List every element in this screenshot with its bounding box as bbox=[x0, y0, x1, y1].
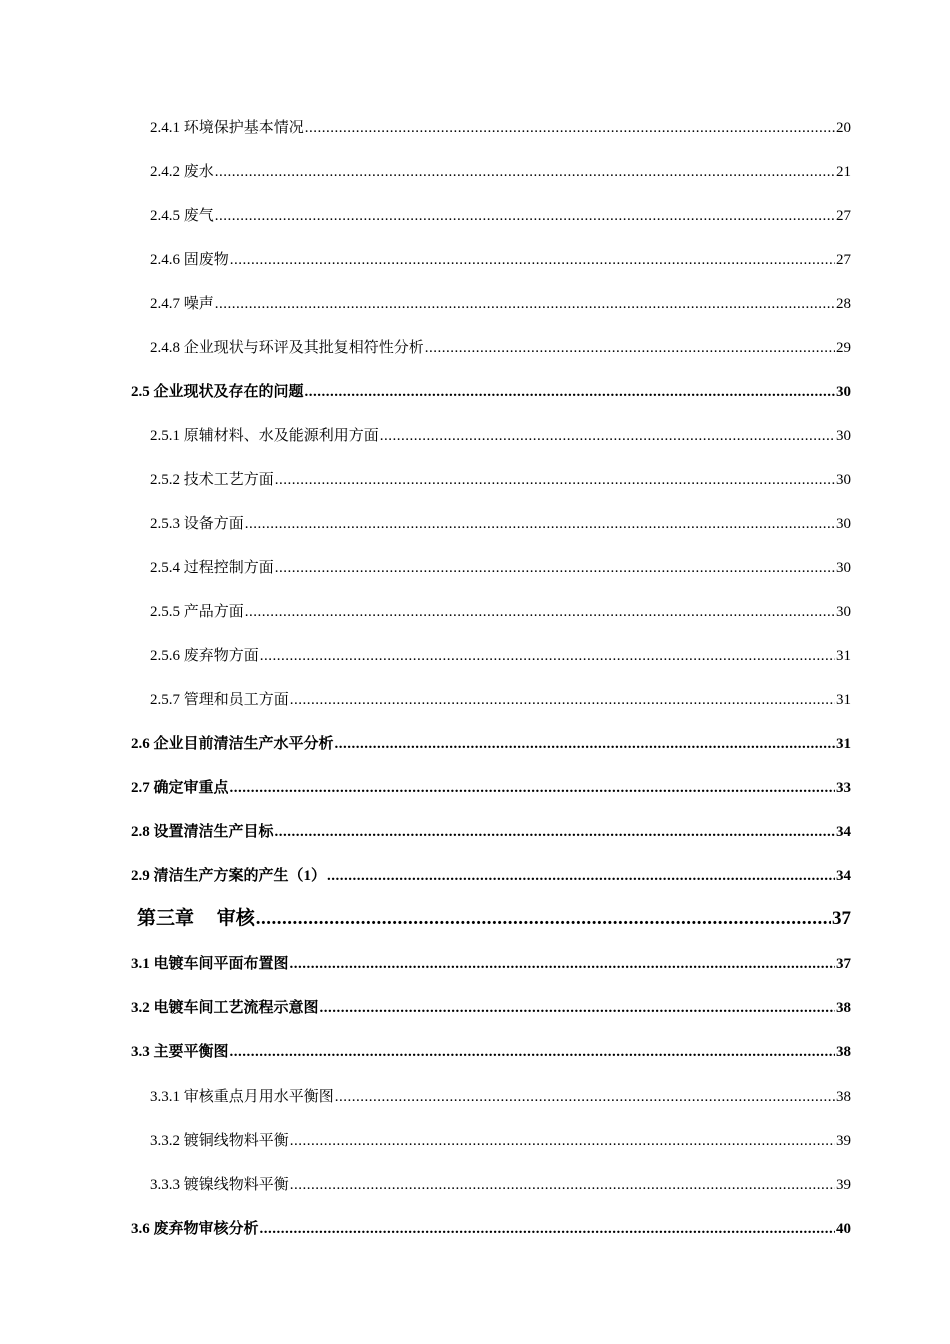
toc-entry-label: 3.3 主要平衡图 bbox=[131, 1044, 229, 1060]
dot-leader bbox=[275, 824, 835, 841]
dot-leader bbox=[215, 164, 835, 181]
toc-entry-label: 第三章 审核 bbox=[137, 908, 255, 929]
toc-entry[interactable] bbox=[150, 424, 851, 445]
dot-leader bbox=[245, 604, 835, 621]
toc-page-number: 39 bbox=[836, 1133, 851, 1149]
toc-entry-label: 3.3.3 镀镍线物料平衡 bbox=[150, 1177, 289, 1193]
dot-leader bbox=[245, 516, 835, 533]
toc-entry-label: 2.5.3 设备方面 bbox=[150, 516, 244, 532]
toc-entry-label: 2.5 企业现状及存在的问题 bbox=[131, 384, 304, 400]
toc-entry[interactable] bbox=[131, 952, 851, 973]
toc-entry-label: 2.4.5 废气 bbox=[150, 208, 214, 224]
toc-entry-label: 2.5.7 管理和员工方面 bbox=[150, 692, 289, 708]
toc-chapter-entry[interactable] bbox=[137, 903, 851, 930]
dot-leader bbox=[305, 384, 835, 401]
toc-page-number: 40 bbox=[836, 1221, 851, 1237]
toc-page-number: 30 bbox=[836, 604, 851, 620]
toc-page-number: 31 bbox=[836, 648, 851, 664]
toc-page-number: 30 bbox=[836, 516, 851, 532]
dot-leader bbox=[260, 1221, 835, 1238]
toc-page-number: 31 bbox=[836, 736, 851, 752]
toc-page-number: 38 bbox=[836, 1044, 851, 1060]
toc-entry-label: 2.4.1 环境保护基本情况 bbox=[150, 120, 304, 136]
dot-leader bbox=[215, 208, 835, 225]
toc-entry[interactable] bbox=[150, 644, 851, 665]
toc-entry-label: 3.1 电镀车间平面布置图 bbox=[131, 956, 289, 972]
toc-entry-label: 2.6 企业目前清洁生产水平分析 bbox=[131, 736, 334, 752]
toc-entry-label: 2.7 确定审重点 bbox=[131, 780, 229, 796]
dot-leader bbox=[327, 868, 835, 885]
dot-leader bbox=[215, 296, 835, 313]
toc-entry-label: 2.4.2 废水 bbox=[150, 164, 214, 180]
toc-page-number: 34 bbox=[836, 824, 851, 840]
toc-entry[interactable] bbox=[131, 380, 851, 401]
toc-entry[interactable] bbox=[150, 688, 851, 709]
dot-leader bbox=[380, 428, 835, 445]
toc-entry[interactable] bbox=[150, 292, 851, 313]
toc-entry[interactable] bbox=[131, 776, 851, 797]
toc-page-number: 37 bbox=[836, 956, 851, 972]
toc-entry[interactable] bbox=[150, 160, 851, 181]
toc-page-number: 39 bbox=[836, 1177, 851, 1193]
dot-leader bbox=[425, 340, 835, 357]
toc-entry[interactable] bbox=[150, 1173, 851, 1194]
toc-entry[interactable] bbox=[150, 336, 851, 357]
toc-entry-label: 3.2 电镀车间工艺流程示意图 bbox=[131, 1000, 319, 1016]
toc-page-number: 31 bbox=[836, 692, 851, 708]
toc-page-number: 27 bbox=[836, 208, 851, 224]
dot-leader bbox=[290, 692, 835, 709]
toc-entry[interactable] bbox=[131, 1217, 851, 1238]
dot-leader bbox=[305, 120, 835, 137]
toc-entry[interactable] bbox=[150, 248, 851, 269]
toc-page-number: 29 bbox=[836, 340, 851, 356]
toc-entry[interactable] bbox=[150, 204, 851, 225]
toc-entry[interactable] bbox=[150, 1129, 851, 1150]
dot-leader bbox=[275, 472, 835, 489]
toc-entry[interactable] bbox=[150, 600, 851, 621]
toc-page-number: 38 bbox=[836, 1000, 851, 1016]
toc-entry-label: 2.5.6 废弃物方面 bbox=[150, 648, 259, 664]
toc-page-number: 30 bbox=[836, 560, 851, 576]
toc-page-number: 38 bbox=[836, 1089, 851, 1105]
dot-leader bbox=[335, 1089, 835, 1106]
toc-page-number: 34 bbox=[836, 868, 851, 884]
toc-entry-label: 2.5.2 技术工艺方面 bbox=[150, 472, 274, 488]
toc-entry-label: 2.5.4 过程控制方面 bbox=[150, 560, 274, 576]
toc-entry[interactable] bbox=[150, 468, 851, 489]
toc-page-number: 27 bbox=[836, 252, 851, 268]
toc-entry[interactable] bbox=[150, 512, 851, 533]
dot-leader bbox=[256, 908, 831, 930]
toc-entry[interactable] bbox=[150, 1085, 851, 1106]
toc-page-number: 30 bbox=[836, 472, 851, 488]
toc-entry-label: 3.3.2 镀铜线物料平衡 bbox=[150, 1133, 289, 1149]
dot-leader bbox=[260, 648, 835, 665]
toc-entry[interactable] bbox=[131, 732, 851, 753]
dot-leader bbox=[230, 1044, 835, 1061]
dot-leader bbox=[290, 1133, 835, 1150]
toc-entry-label: 2.8 设置清洁生产目标 bbox=[131, 824, 274, 840]
toc-entry-label: 2.5.5 产品方面 bbox=[150, 604, 244, 620]
toc-entry-label: 2.9 清洁生产方案的产生（1） bbox=[131, 868, 327, 884]
toc-page-number: 21 bbox=[836, 164, 851, 180]
toc-entry-label: 2.4.7 噪声 bbox=[150, 296, 214, 312]
toc-entry-label: 3.6 废弃物审核分析 bbox=[131, 1221, 259, 1237]
dot-leader bbox=[275, 560, 835, 577]
toc-page-number: 37 bbox=[832, 908, 851, 929]
toc-entry[interactable] bbox=[131, 1040, 851, 1061]
toc-entry[interactable] bbox=[150, 556, 851, 577]
dot-leader bbox=[230, 780, 835, 797]
toc-entry[interactable] bbox=[150, 116, 851, 137]
dot-leader bbox=[335, 736, 835, 753]
toc-entry[interactable] bbox=[131, 820, 851, 841]
toc-entry[interactable] bbox=[131, 864, 851, 885]
dot-leader bbox=[290, 1177, 835, 1194]
toc-page-number: 33 bbox=[836, 780, 851, 796]
toc-page-number: 20 bbox=[836, 120, 851, 136]
toc-entry-label: 2.5.1 原辅材料、水及能源利用方面 bbox=[150, 428, 379, 444]
toc-page-number: 28 bbox=[836, 296, 851, 312]
toc-entry-label: 2.4.8 企业现状与环评及其批复相符性分析 bbox=[150, 340, 424, 356]
dot-leader bbox=[320, 1000, 835, 1017]
dot-leader bbox=[290, 956, 835, 973]
toc-page-number: 30 bbox=[836, 428, 851, 444]
toc-entry[interactable] bbox=[131, 996, 851, 1017]
toc-entry-label: 3.3.1 审核重点月用水平衡图 bbox=[150, 1089, 334, 1105]
dot-leader bbox=[230, 252, 835, 269]
toc-page-number: 30 bbox=[836, 384, 851, 400]
toc-entry-label: 2.4.6 固废物 bbox=[150, 252, 229, 268]
